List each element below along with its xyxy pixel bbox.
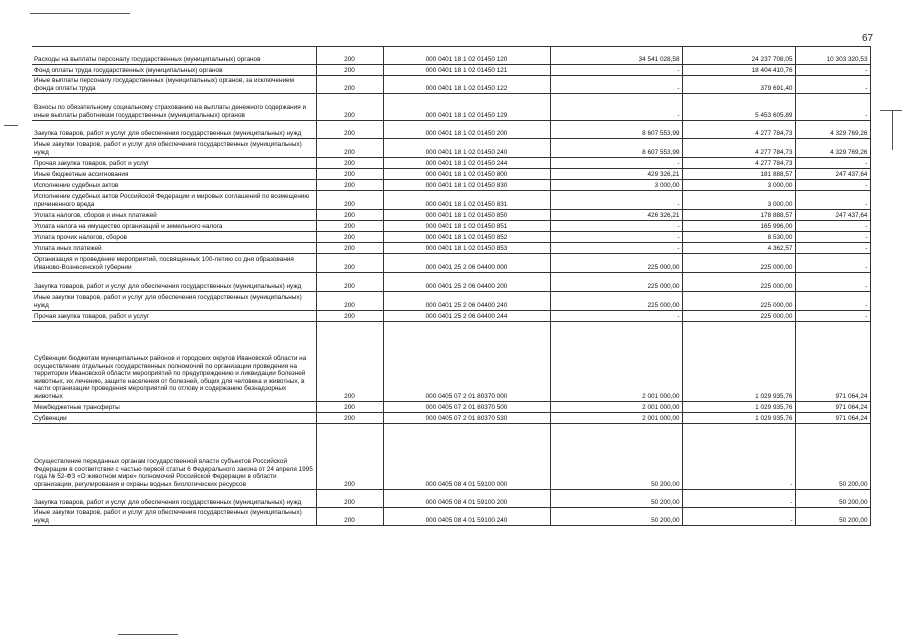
scan-mark-top <box>30 13 130 14</box>
budget-execution-table <box>32 46 871 526</box>
row-classifier: 000 0401 18 1 02 01450 121 <box>383 65 550 76</box>
row-unexecuted: 50 200,00 <box>795 424 870 490</box>
row-executed: 165 996,00 <box>682 221 795 232</box>
row-name: Прочая закупка товаров, работ и услуг <box>32 311 316 322</box>
row-approved: - <box>550 65 682 76</box>
row-name: Иные бюджетные ассигнования <box>32 169 316 180</box>
row-approved: 34 541 028,58 <box>550 47 682 65</box>
row-classifier: 000 0401 18 1 02 01450 122 <box>383 76 550 94</box>
row-name: Уплата налога на имущество организаций и земельного налога <box>32 221 316 232</box>
table-row <box>32 311 870 322</box>
row-unexecuted: 971 064,24 <box>795 413 870 424</box>
row-code: 200 <box>316 322 383 402</box>
row-classifier: 000 0401 18 1 02 01450 852 <box>383 232 550 243</box>
scan-mark-right-vertical <box>892 110 893 150</box>
row-code: 200 <box>316 311 383 322</box>
table-row <box>32 139 870 158</box>
row-unexecuted: 971 064,24 <box>795 402 870 413</box>
row-approved: - <box>550 76 682 94</box>
row-code: 200 <box>316 221 383 232</box>
row-approved: 2 001 000,00 <box>550 413 682 424</box>
row-name: Организация и проведение мероприятий, посвященных 100-летию со дня образования Иваново-Вознесенской губернии <box>32 254 316 273</box>
row-approved: 2 001 000,00 <box>550 322 682 402</box>
table-row <box>32 47 870 65</box>
row-unexecuted: - <box>795 232 870 243</box>
row-classifier: 000 0401 18 1 02 01450 240 <box>383 139 550 158</box>
row-classifier: 000 0401 25 2 06 04400 240 <box>383 292 550 311</box>
row-approved: - <box>550 243 682 254</box>
row-executed: - <box>682 490 795 508</box>
row-classifier: 000 0405 08 4 01 59100 200 <box>383 490 550 508</box>
table-row <box>32 490 870 508</box>
row-approved: 225 000,00 <box>550 292 682 311</box>
scan-mark-bottom <box>118 634 178 635</box>
row-unexecuted: - <box>795 94 870 121</box>
row-executed: 1 029 935,76 <box>682 322 795 402</box>
row-approved: 50 200,00 <box>550 490 682 508</box>
table-row <box>32 273 870 292</box>
table-row <box>32 121 870 139</box>
row-executed: 18 404 410,76 <box>682 65 795 76</box>
row-executed: - <box>682 508 795 526</box>
row-executed: 1 029 935,76 <box>682 402 795 413</box>
row-code: 200 <box>316 65 383 76</box>
row-unexecuted: 50 200,00 <box>795 508 870 526</box>
table-row <box>32 65 870 76</box>
row-code: 200 <box>316 76 383 94</box>
row-unexecuted: - <box>795 191 870 210</box>
table-row <box>32 254 870 273</box>
row-classifier: 000 0405 07 2 01 80370 530 <box>383 413 550 424</box>
row-code: 200 <box>316 169 383 180</box>
row-approved: 426 326,21 <box>550 210 682 221</box>
row-classifier: 000 0401 18 1 02 01450 853 <box>383 243 550 254</box>
table-row <box>32 232 870 243</box>
row-classifier: 000 0401 18 1 02 01450 244 <box>383 158 550 169</box>
row-executed: 4 362,57 <box>682 243 795 254</box>
table-row <box>32 413 870 424</box>
row-executed: 24 237 708,05 <box>682 47 795 65</box>
row-classifier: 000 0401 18 1 02 01450 830 <box>383 180 550 191</box>
row-classifier: 000 0401 25 2 06 04400 244 <box>383 311 550 322</box>
table-row <box>32 210 870 221</box>
row-name: Фонд оплаты труда государственных (муниципальных) органов <box>32 65 316 76</box>
table-row <box>32 180 870 191</box>
table-row <box>32 508 870 526</box>
row-name: Иные закупки товаров, работ и услуг для обеспечения государственных (муниципальных) нужд <box>32 292 316 311</box>
row-approved: 225 000,00 <box>550 273 682 292</box>
row-approved: 429 326,21 <box>550 169 682 180</box>
row-name: Расходы на выплаты персоналу государственных (муниципальных) органов <box>32 47 316 65</box>
row-classifier: 000 0405 07 2 01 80370 000 <box>383 322 550 402</box>
row-executed: 3 000,00 <box>682 180 795 191</box>
row-classifier: 000 0401 25 2 06 04400 000 <box>383 254 550 273</box>
row-approved: 225 000,00 <box>550 254 682 273</box>
row-code: 200 <box>316 402 383 413</box>
row-unexecuted: - <box>795 76 870 94</box>
row-unexecuted: 971 064,24 <box>795 322 870 402</box>
row-unexecuted: 247 437,64 <box>795 210 870 221</box>
table-row <box>32 158 870 169</box>
page-number: 67 <box>862 33 874 44</box>
row-approved: - <box>550 311 682 322</box>
row-code: 200 <box>316 121 383 139</box>
row-name: Межбюджетные трансферты <box>32 402 316 413</box>
row-name: Иные закупки товаров, работ и услуг для обеспечения государственных (муниципальных) нужд <box>32 508 316 526</box>
row-unexecuted: - <box>795 65 870 76</box>
row-name: Иные выплаты персоналу государственных (муниципальных) органов, за исключением фонда оплаты труда <box>32 76 316 94</box>
table-row <box>32 221 870 232</box>
row-code: 200 <box>316 292 383 311</box>
row-name: Уплата прочих налогов, сборов <box>32 232 316 243</box>
row-name: Прочая закупка товаров, работ и услуг <box>32 158 316 169</box>
row-name: Уплата иных платежей <box>32 243 316 254</box>
row-approved: - <box>550 158 682 169</box>
row-approved: - <box>550 191 682 210</box>
row-unexecuted: - <box>795 254 870 273</box>
row-code: 200 <box>316 424 383 490</box>
row-code: 200 <box>316 180 383 191</box>
scan-mark-left <box>4 125 18 126</box>
row-code: 200 <box>316 47 383 65</box>
row-executed: 5 453 605,89 <box>682 94 795 121</box>
row-classifier: 000 0405 08 4 01 59100 000 <box>383 424 550 490</box>
row-code: 200 <box>316 232 383 243</box>
row-code: 200 <box>316 94 383 121</box>
row-approved: - <box>550 232 682 243</box>
row-approved: - <box>550 221 682 232</box>
table-row <box>32 243 870 254</box>
row-classifier: 000 0401 18 1 02 01450 200 <box>383 121 550 139</box>
row-code: 200 <box>316 490 383 508</box>
row-name: Иные закупки товаров, работ и услуг для обеспечения государственных (муниципальных) нужд <box>32 139 316 158</box>
row-name: Субвенции <box>32 413 316 424</box>
row-executed: 225 000,00 <box>682 273 795 292</box>
row-code: 200 <box>316 254 383 273</box>
row-unexecuted: 50 200,00 <box>795 490 870 508</box>
row-classifier: 000 0405 08 4 01 59100 240 <box>383 508 550 526</box>
row-approved: 8 607 553,99 <box>550 139 682 158</box>
row-classifier: 000 0401 18 1 02 01450 800 <box>383 169 550 180</box>
row-code: 200 <box>316 139 383 158</box>
table-row <box>32 292 870 311</box>
row-unexecuted: 247 437,64 <box>795 169 870 180</box>
row-unexecuted: - <box>795 158 870 169</box>
row-code: 200 <box>316 508 383 526</box>
row-code: 200 <box>316 191 383 210</box>
row-executed: - <box>682 424 795 490</box>
row-name: Уплата налогов, сборов и иных платежей <box>32 210 316 221</box>
row-executed: 178 888,57 <box>682 210 795 221</box>
row-classifier: 000 0401 18 1 02 01450 129 <box>383 94 550 121</box>
table-row <box>32 94 870 121</box>
row-code: 200 <box>316 210 383 221</box>
table-body <box>32 47 870 526</box>
row-executed: 8 530,00 <box>682 232 795 243</box>
table-row <box>32 322 870 402</box>
row-code: 200 <box>316 413 383 424</box>
row-code: 200 <box>316 243 383 254</box>
row-unexecuted: - <box>795 311 870 322</box>
row-classifier: 000 0405 07 2 01 80370 500 <box>383 402 550 413</box>
row-approved: 2 001 000,00 <box>550 402 682 413</box>
row-unexecuted: - <box>795 180 870 191</box>
row-executed: 225 000,00 <box>682 254 795 273</box>
row-classifier: 000 0401 25 2 06 04400 200 <box>383 273 550 292</box>
row-name: Взносы по обязательному социальному страхованию на выплаты денежного содержания и иные выплаты работникам государственных (муниципальных) органов <box>32 94 316 121</box>
row-approved: 50 200,00 <box>550 424 682 490</box>
row-unexecuted: - <box>795 292 870 311</box>
row-name: Исполнение судебных актов Российской Федерации и мировых соглашений по возмещению причиненного вреда <box>32 191 316 210</box>
row-name: Закупка товаров, работ и услуг для обеспечения государственных (муниципальных) нужд <box>32 121 316 139</box>
row-executed: 1 029 935,76 <box>682 413 795 424</box>
row-executed: 379 691,40 <box>682 76 795 94</box>
row-name: Закупка товаров, работ и услуг для обеспечения государственных (муниципальных) нужд <box>32 273 316 292</box>
table-row <box>32 76 870 94</box>
row-executed: 225 000,00 <box>682 311 795 322</box>
row-name: Осуществление переданных органам государственной власти субъектов Российской Федерации в соответствии с частью первой статьи 6 Федерального закона от 24 апреля 1995 года № 52-ФЗ «О животном мире» полномочий Российской Федерации в области организации, регулирования и охраны водных биологических ресурсов <box>32 424 316 490</box>
row-name: Закупка товаров, работ и услуг для обеспечения государственных (муниципальных) нужд <box>32 490 316 508</box>
row-executed: 4 277 784,73 <box>682 121 795 139</box>
row-executed: 4 277 784,73 <box>682 139 795 158</box>
row-executed: 181 888,57 <box>682 169 795 180</box>
row-unexecuted: - <box>795 273 870 292</box>
row-name: Исполнение судебных актов <box>32 180 316 191</box>
row-approved: - <box>550 94 682 121</box>
row-name: Субвенции бюджетам муниципальных районов и городских округов Ивановской области на осуществление отдельных государственных полномочий по организации проведения на территории Ивановской области мероприятий по предупреждению и ликвидации болезней животных, их лечению, защите населения от болезней, общих для человека и животных, в части организации проведения мероприятий по отлову и содержанию безнадзорных животных <box>32 322 316 402</box>
row-classifier: 000 0401 18 1 02 01450 850 <box>383 210 550 221</box>
row-unexecuted: - <box>795 243 870 254</box>
row-approved: 8 607 553,99 <box>550 121 682 139</box>
row-approved: 50 200,00 <box>550 508 682 526</box>
row-code: 200 <box>316 158 383 169</box>
row-code: 200 <box>316 273 383 292</box>
row-classifier: 000 0401 18 1 02 01450 120 <box>383 47 550 65</box>
table-row <box>32 424 870 490</box>
table-row <box>32 402 870 413</box>
scan-mark-right <box>880 110 902 111</box>
row-classifier: 000 0401 18 1 02 01450 851 <box>383 221 550 232</box>
row-unexecuted: 4 329 769,26 <box>795 139 870 158</box>
row-unexecuted: 4 329 769,26 <box>795 121 870 139</box>
table-row <box>32 191 870 210</box>
budget-table-container <box>32 46 870 526</box>
row-executed: 3 000,00 <box>682 191 795 210</box>
row-unexecuted: - <box>795 221 870 232</box>
row-executed: 4 277 784,73 <box>682 158 795 169</box>
row-approved: 3 000,00 <box>550 180 682 191</box>
row-unexecuted: 10 303 320,53 <box>795 47 870 65</box>
row-executed: 225 000,00 <box>682 292 795 311</box>
row-classifier: 000 0401 18 1 02 01450 831 <box>383 191 550 210</box>
table-row <box>32 169 870 180</box>
